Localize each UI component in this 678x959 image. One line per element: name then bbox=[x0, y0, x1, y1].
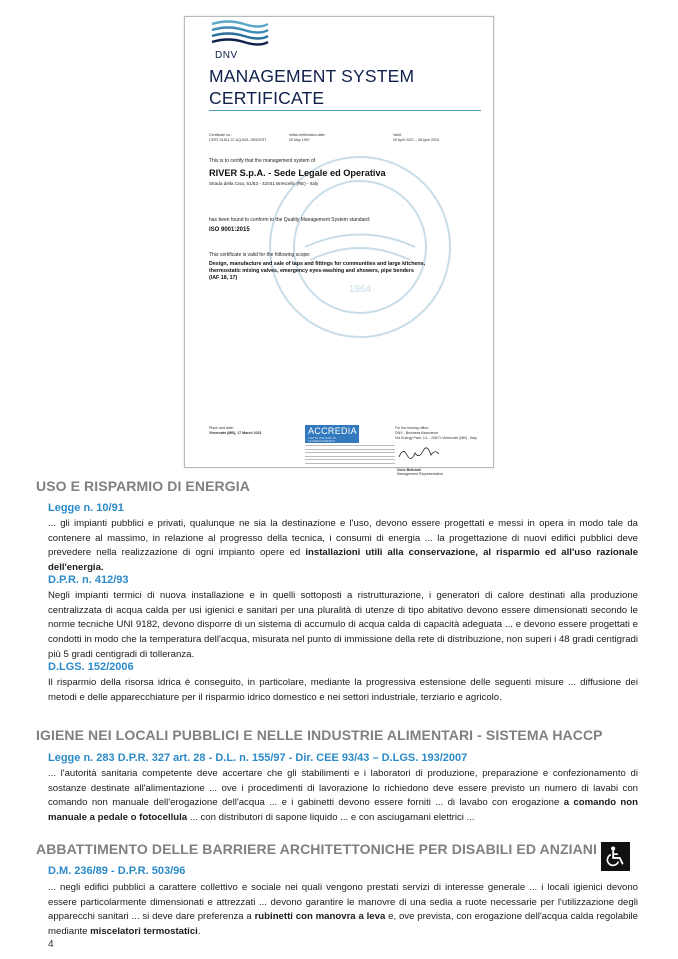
scope-intro: This certificate is valid for the following scope: bbox=[209, 252, 311, 258]
company-address: Strada della Cisa, 51/53 - 42041 Brescello (RE) - Italy bbox=[209, 181, 319, 186]
law-paragraph: ... l'autorità sanitaria competente deve accertare che gli stabilimenti e i laboratori di produzione, preparazione e confezionamento di sostanze destinate all'alimentazione ... ove i procedimenti di lavorazione lo richiedono deve essere previsto un numero di lavabi con comando non manuale dell'erogazione dell'acqua ... e i gabinetti devono essere forniti ... di lavabo con erogazione a comando non manuale a pedale o fotocellula ... con distributori di sapone liquido ... e con asciugamani elettrici ... bbox=[48, 768, 639, 824]
certificate-title: MANAGEMENT SYSTEM CERTIFICATE bbox=[209, 66, 415, 108]
signer: Zeno Beltrami Management Representative bbox=[397, 468, 444, 477]
scope-text: Design, manufacture and sale of taps and fittings for communities and large kitchens, thermostatic mixing valves, emergency eyes-washing and showers, pipe benders (IAF 18, 17) bbox=[209, 261, 426, 281]
law-paragraph: ... gli impianti pubblici e privati, qualunque ne sia la destinazione e l'uso, devono essere progettati e messi in opera in modo tale da contenere al massimo, in relazione al progresso della tecnica, i consumi di energia ... la progettazione di nuovi edifici pubblici deve prevedere nella realizzazione di ogni impianto opere ed installazioni utili alla conservazione, al risparmio ed all'uso razionale dell'energia. bbox=[48, 518, 638, 574]
law-heading: Legge n. 10/91 bbox=[48, 502, 124, 514]
law-paragraph: Il risparmio della risorsa idrica è conseguito, in particolare, mediante la progressiva estensione delle seguenti misure ... diffusione dei metodi e delle apparecchiature per il risparmio idrico domestico e nei settori industriale, terziario e agricolo. bbox=[48, 677, 638, 703]
accreditation-fine-print bbox=[305, 445, 395, 470]
signature-icon bbox=[397, 445, 441, 463]
section-title-haccp: IGIENE NEI LOCALI PUBBLICI E NELLE INDUSTRIE ALIMENTARI - SISTEMA HACCP bbox=[36, 727, 603, 743]
law-heading: D.LGS. 152/2006 bbox=[48, 661, 134, 673]
law-heading: D.M. 236/89 - D.P.R. 503/96 bbox=[48, 865, 186, 877]
law-heading: Legge n. 283 D.P.R. 327 art. 28 - D.L. n. 155/97 - Dir. CEE 93/43 – D.LGS. 193/2007 bbox=[48, 752, 468, 764]
intro-text: This is to certify that the management system of bbox=[209, 158, 316, 164]
accredia-logo: ACCREDIA L'ENTE ITALIANO DI ACCREDITAMENTO bbox=[305, 425, 359, 443]
title-divider bbox=[209, 110, 481, 111]
meta-validity: Valid: 09 April 2021 – 08 April 2024 bbox=[393, 133, 439, 142]
law-paragraph: Negli impianti termici di nuova installazione e in quelli sottoposti a ristrutturazione, i generatori di calore destinati alla produzione centralizzata di acqua calda per usi igienici e sanitari per una pluralità di utenze di tipo abitativo devono essere dimensionati secondo le norme tecniche UNI 9182, devono disporre di un sistema di accumulo di acqua calda di capacità adeguata ... e devono essere progettati e condotti in modo che la temperatura dell'acqua, misurata nel punto di immissione della rete di distribuzione, non superi i 48 gradi centigradi più 5 gradi centigradi di tolleranza. bbox=[48, 590, 638, 660]
issuing-office: For the issuing office: DNV - Business Assurance Via Energy Park, 14, - 20871 Vimercate (MB) - Italy bbox=[395, 426, 477, 440]
law-paragraph: ... negli edifici pubblici a carattere collettivo e sociale nei quali vengono prestati servizi di interesse generale ... i locali igienici devono essere particolarmente dimensionati e attrezzati ... devono garantire le manovre di una sedia a ruote necessarie per l'utilizzazione degli apparecchi sanitari ... si deve dare preferenza a rubinetti con manovra a leva e, ove prevista, con erogazione dell'acqua calda regolabile mediante miscelatori termostatici. bbox=[48, 882, 638, 938]
meta-initial-date: Initial certification date: 20 May 1997 bbox=[289, 133, 326, 142]
standard: ISO 9001:2015 bbox=[209, 227, 250, 233]
dnv-logo-text: DNV bbox=[215, 50, 238, 61]
page-number: 4 bbox=[48, 939, 54, 950]
law-heading: D.P.R. n. 412/93 bbox=[48, 574, 129, 586]
place-date: Place and date: Vimercate (MB), 17 March 2021 bbox=[209, 426, 262, 435]
section-title-energy: USO E RISPARMIO DI ENERGIA bbox=[36, 478, 250, 494]
section-title-barriers: ABBATTIMENTO DELLE BARRIERE ARCHITETTONICHE PER DISABILI ED ANZIANI bbox=[36, 841, 598, 857]
wheelchair-icon bbox=[601, 842, 630, 871]
seal-year: 1864 bbox=[348, 284, 372, 295]
company-name: RIVER S.p.A. - Sede Legale ed Operativa bbox=[209, 168, 386, 178]
conform-text: has been found to conform to the Quality Management System standard: bbox=[209, 217, 371, 223]
certificate-image bbox=[184, 16, 494, 477]
meta-certificate-no: Certificate no.: CERT-01811-97-AQ-BOL-SINCERT bbox=[209, 133, 267, 142]
dnv-logo-icon bbox=[208, 19, 272, 49]
